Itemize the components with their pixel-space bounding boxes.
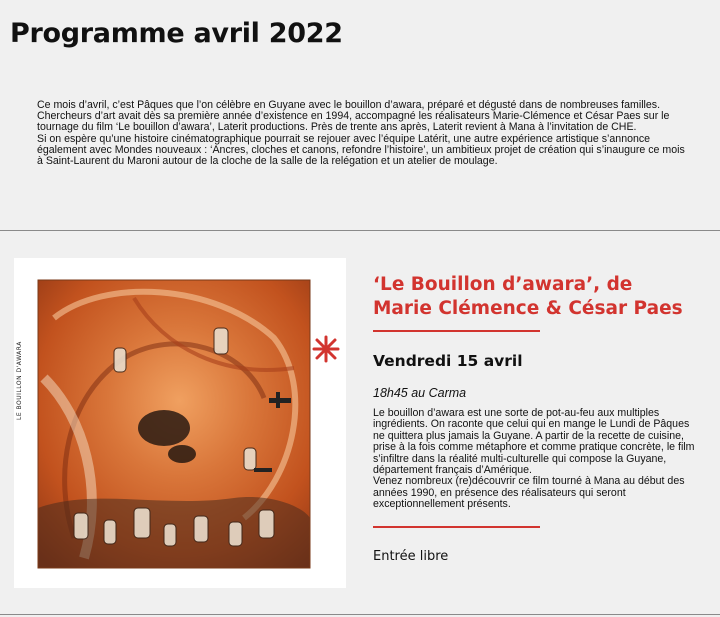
event-title: ‘Le Bouillon d’awara’, de Marie Clémence & César Paes <box>373 274 683 319</box>
title-rule <box>373 330 540 332</box>
poster-artwork <box>14 258 346 588</box>
film-poster <box>14 258 346 588</box>
event-description-paragraph: Le bouillon d’awara est une sorte de pot-au-feu aux multiples ingrédients. On raconte que celui qui en mange le Lundi de Pâques ne quittera plus jamais la Guyane. A partir de la recette de cuisine, prise à la fois comme métaphore et comme pratique concrète, le film s’infiltre dans la réalité multi-culturelle qui compose la Guyane, département français d’Amérique. <box>373 407 695 477</box>
poster-spine-text: LE BOUILLON D'AWARA <box>16 341 23 420</box>
description-rule <box>373 526 540 528</box>
event-price: Entrée libre <box>373 549 449 564</box>
top-divider <box>0 230 720 231</box>
event-description <box>373 408 703 511</box>
event-time-place: 18h45 au Carma <box>373 386 467 400</box>
intro-text <box>37 100 685 167</box>
intro-paragraph: Si on espère qu’une histoire cinématographique pourrait se rejouer avec l’équipe Latérit, une autre expérience artistique s’annonce également avec Mondes nouveaux : ‘Ancres, cloches et canons, refondre l’histoire’, un ambitieux projet de création qui s’inaugure ce mois à Saint-Laurent du Maroni autour de la cloche de la salle de la relégation et un atelier de moulage. <box>37 132 685 168</box>
event-date: Vendredi 15 avril <box>373 352 523 370</box>
intro-paragraph: Ce mois d’avril, c’est Pâques que l’on célèbre en Guyane avec le bouillon d’awara, préparé et dégusté dans de nombreuses familles. Chercheurs d’art avait dès sa première année d’existence en 1994, accompagné les réalisateurs Marie-Clémence et César Paes sur le tournage du film ‘Le bouillon d’awara’, Laterit productions. Près de trente ans après, Laterit revient à Mana à l’invitation de CHE. <box>37 99 670 134</box>
page-title: Programme avril 2022 <box>10 18 343 49</box>
event-description-paragraph: Venez nombreux (re)découvrir ce film tourné à Mana au début des années 1990, en présence des réalisateurs qui seront exceptionnellement présents. <box>373 475 685 511</box>
bottom-divider <box>0 614 720 615</box>
asterisk-star-icon <box>314 337 338 361</box>
